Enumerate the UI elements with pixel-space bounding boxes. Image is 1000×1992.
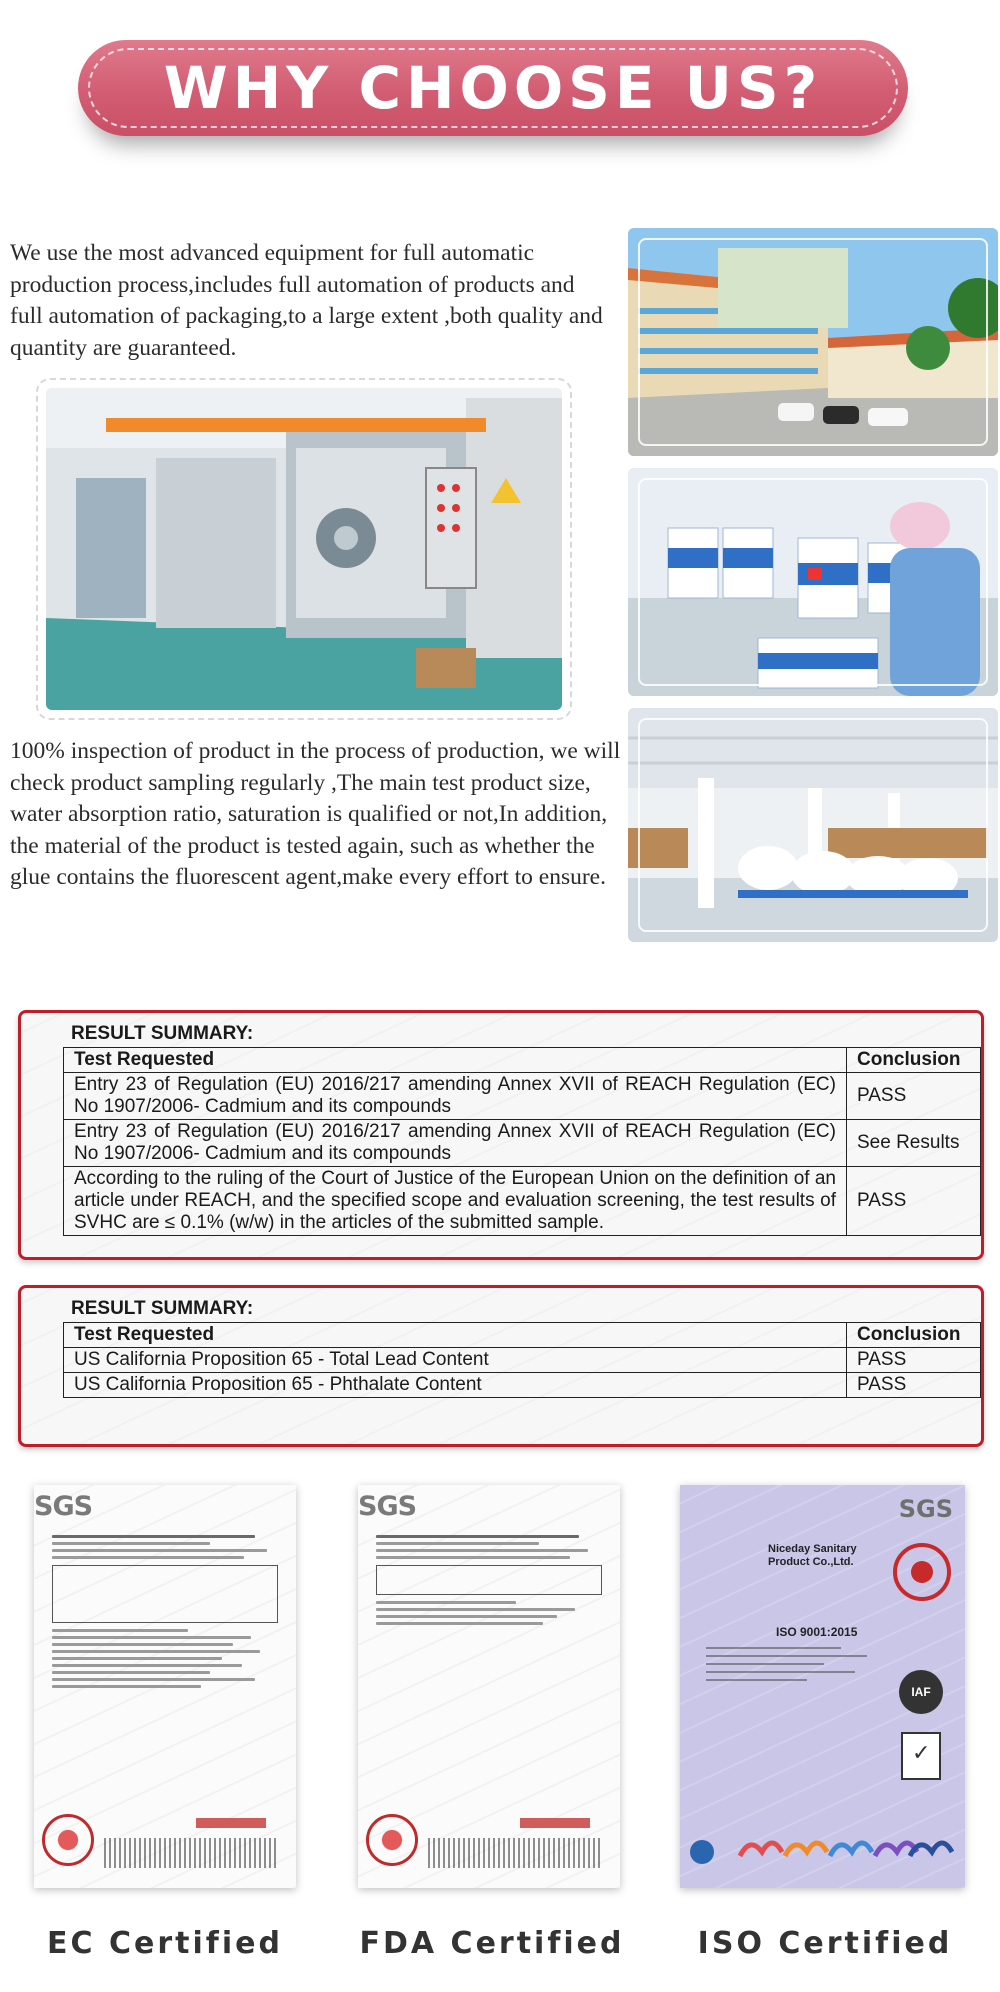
header-banner	[78, 40, 908, 136]
conclusion-cell: PASS	[847, 1373, 981, 1398]
certificate-text-lines	[706, 1647, 875, 1687]
col-conclusion: Conclusion	[847, 1323, 981, 1348]
table-row	[64, 1167, 981, 1236]
col-test-requested: Test Requested	[64, 1323, 847, 1348]
page-title: WHY CHOOSE US?	[163, 54, 823, 122]
factory-building-photo	[628, 228, 998, 456]
col-test-requested: Test Requested	[64, 1048, 847, 1073]
test-cell: According to the ruling of the Court of Justice of the European Union on the definition of an article under REACH, and the specified scope and evaluation screening, the test results of SVHC are ≤ 0.1% (w/w) in the articles of the submitted sample.	[64, 1167, 847, 1236]
iso-company-name: Niceday Sanitary Product Co.,Ltd.	[768, 1543, 857, 1568]
intro-paragraph-automation: We use the most advanced equipment for full automatic production process,includes full automation of products and full automation of packaging,to a large extent ,both quality and quantity are guaranteed.	[10, 240, 603, 361]
table-row	[64, 1348, 981, 1373]
ukas-badge-icon	[901, 1732, 941, 1780]
certificate-stamp	[366, 1814, 418, 1866]
iso-certificate-image	[680, 1485, 965, 1888]
fda-certified-label: FDA Certified	[359, 1926, 625, 1961]
certificate-text-lines	[376, 1535, 602, 1629]
warehouse-photo	[628, 708, 998, 942]
conclusion-cell: PASS	[847, 1167, 981, 1236]
result-summary-title: RESULT SUMMARY:	[71, 1023, 254, 1044]
certificate-footer	[104, 1838, 278, 1868]
result-table-prop65	[63, 1322, 981, 1398]
col-conclusion: Conclusion	[847, 1048, 981, 1073]
sgs-logo: SGS	[34, 1491, 93, 1522]
photo-inner-border	[638, 478, 988, 686]
ec-certificate-image	[34, 1485, 296, 1888]
iaf-badge: IAF	[899, 1670, 943, 1714]
sgs-logo: SGS	[358, 1491, 417, 1522]
certificate-text-lines	[52, 1535, 278, 1692]
bird-logo-strip-icon	[700, 1826, 955, 1866]
red-report-code	[520, 1818, 590, 1828]
sgs-logo: SGS	[898, 1495, 953, 1523]
photo-inner-border	[638, 238, 988, 446]
result-summary-prop65	[18, 1285, 984, 1447]
certificate-stamp	[42, 1814, 94, 1866]
table-row	[64, 1373, 981, 1398]
conclusion-cell: See Results	[847, 1120, 981, 1167]
conclusion-cell: PASS	[847, 1348, 981, 1373]
certificate-footer	[428, 1838, 602, 1868]
table-header-row	[64, 1323, 981, 1348]
table-row	[64, 1120, 981, 1167]
red-report-code	[196, 1818, 266, 1828]
sgs-seal-icon	[893, 1543, 951, 1601]
intro-paragraph-inspection: 100% inspection of product in the process of production, we will check product sampling regularly ,The main test product size, water absorption ratio, saturation is qualified or not,In addition, the material of the product is tested again, such as whether the glue contains the fluorescent agent,make every effort to ensure.	[10, 738, 621, 890]
production-machine-photo	[46, 388, 562, 710]
test-cell: Entry 23 of Regulation (EU) 2016/217 amending Annex XVII of REACH Regulation (EC) No 1907/2006- Cadmium and its compounds	[64, 1073, 847, 1120]
test-cell: US California Proposition 65 - Total Lead Content	[64, 1348, 847, 1373]
iso-standard: ISO 9001:2015	[776, 1625, 858, 1639]
result-summary-title: RESULT SUMMARY:	[71, 1298, 254, 1319]
table-header-row	[64, 1048, 981, 1073]
table-row	[64, 1073, 981, 1120]
header-pill	[78, 40, 908, 136]
result-table-reach	[63, 1047, 981, 1236]
fda-certificate-image	[358, 1485, 620, 1888]
conclusion-cell: PASS	[847, 1073, 981, 1120]
ec-certified-label: EC Certified	[47, 1926, 283, 1961]
packaging-worker-photo	[628, 468, 998, 696]
test-cell: Entry 23 of Regulation (EU) 2016/217 amending Annex XVII of REACH Regulation (EC) No 1907/2006- Cadmium and its compounds	[64, 1120, 847, 1167]
result-summary-reach	[18, 1010, 984, 1260]
photo-inner-border	[638, 718, 988, 932]
test-cell: US California Proposition 65 - Phthalate Content	[64, 1373, 847, 1398]
iso-certified-label: ISO Certified	[697, 1926, 953, 1961]
